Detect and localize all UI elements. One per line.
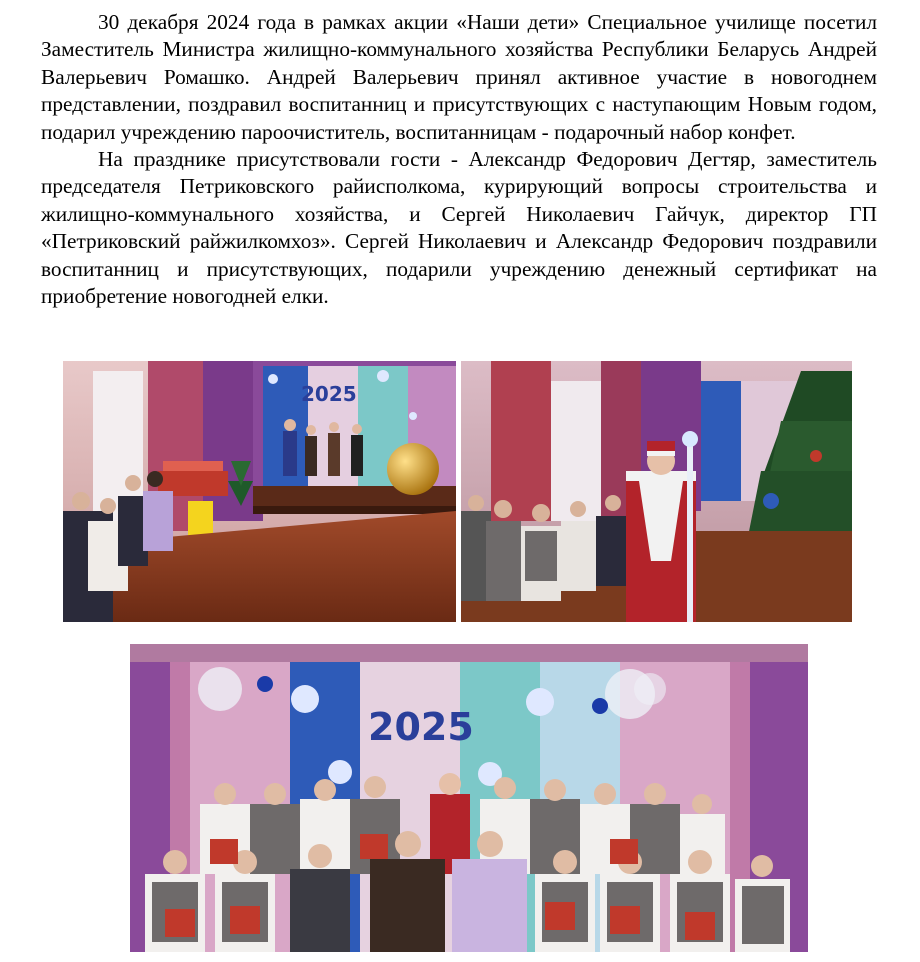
article-text (41, 9, 877, 310)
article-paragraph-2: На празднике присутствовали гости - Александр Федорович Дегтяр, заместитель председателя Петриковского райисполкома, курирующий вопросы строительства и жилищно-коммунального хозяйства, и Сергей Николаевич Гайчук, директор ГП «Петриковский райжилкомхоз». Сергей Николаевич и Александр Федорович поздравили воспитанниц и присутствующих, подарили учреждению денежный сертификат на приобретение новогодней елки. (41, 147, 877, 309)
group-year-text: 2025 (368, 705, 474, 749)
photo-stage-performance-graphic (63, 361, 456, 622)
article-paragraph-1: 30 декабря 2024 года в рамках акции «Наши дети» Специальное училище посетил Заместитель Министра жилищно-коммунального хозяйства Республики Беларусь Андрей Валерьевич Ромашко. Андрей Валерьевич принял активное участие в новогоднем представлении, поздравил воспитанниц и присутствующих с наступающим Новым годом, подарил учреждению пароочиститель, воспитанницам - подарочный набор конфет. (41, 10, 877, 144)
stage-year-text: 2025 (301, 382, 357, 406)
photo-ded-moroz (461, 361, 852, 622)
photo-stage-performance (63, 361, 456, 622)
photo-group-graphic (130, 644, 808, 952)
photo-group (130, 644, 808, 952)
photo-ded-moroz-graphic (461, 361, 852, 622)
